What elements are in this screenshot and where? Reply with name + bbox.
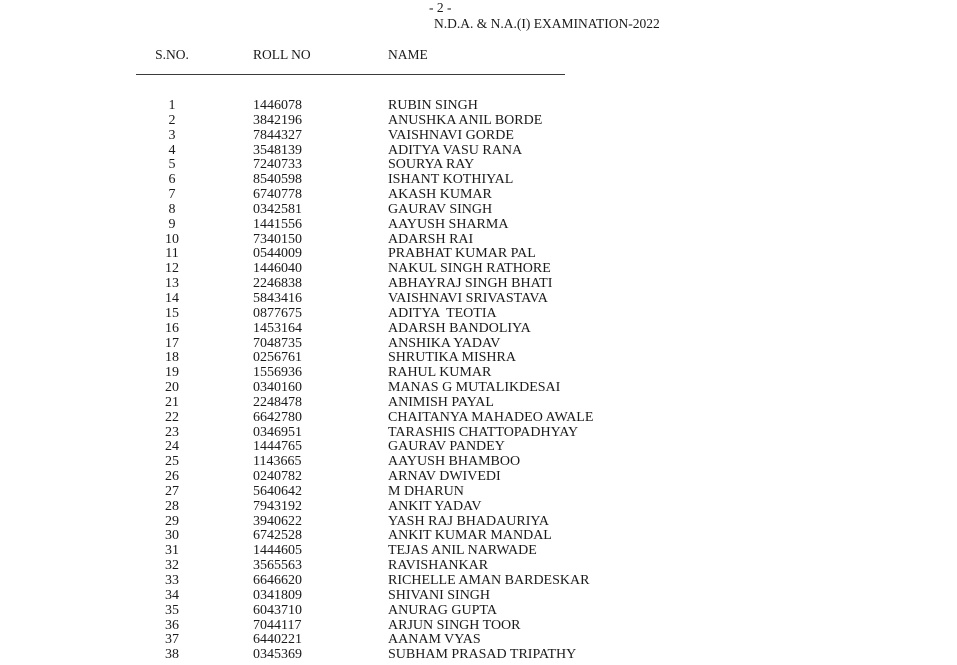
cell-name: ANKIT YADAV: [388, 498, 482, 514]
cell-sno: 30: [165, 528, 179, 544]
table-header-row: [133, 47, 633, 63]
table-row: [133, 381, 653, 396]
document-title: N.D.A. & N.A.(I) EXAMINATION-2022: [434, 16, 660, 31]
cell-sno: 1: [168, 98, 176, 113]
cell-sno: 6: [168, 172, 176, 188]
cell-name: GAURAV SINGH: [388, 201, 493, 217]
cell-rollno: 5843416: [253, 290, 302, 306]
cell-rollno: 5640642: [253, 483, 302, 499]
cell-rollno: 0544009: [253, 246, 302, 262]
cell-rollno: 3565563: [253, 558, 302, 574]
cell-sno: 4: [168, 142, 176, 158]
cell-sno: 32: [165, 558, 179, 574]
table-row: [133, 529, 653, 544]
column-header-sno: S.NO.: [155, 47, 189, 62]
cell-sno: 28: [165, 498, 179, 514]
cell-sno: 34: [165, 587, 179, 603]
cell-rollno: 0240782: [253, 469, 302, 485]
cell-rollno: 0346951: [253, 424, 302, 440]
cell-sno: 25: [165, 454, 179, 470]
table-row: [133, 648, 653, 663]
column-header-rollno: ROLL NO: [253, 47, 311, 62]
table-row: [133, 633, 653, 648]
table-row: [133, 619, 653, 634]
cell-sno: 10: [165, 231, 179, 247]
table-row: [133, 470, 653, 485]
cell-sno: 11: [165, 246, 179, 262]
cell-rollno: 6440221: [253, 632, 302, 648]
table-row: [133, 129, 653, 144]
cell-name: SHIVANI SINGH: [388, 587, 491, 603]
table-row: [133, 485, 653, 500]
table-row: [133, 574, 653, 589]
cell-rollno: 1556936: [253, 365, 302, 381]
cell-name: SOURYA RAY: [388, 157, 475, 173]
table-row: [133, 173, 653, 188]
cell-sno: 33: [165, 573, 179, 588]
cell-sno: 26: [165, 469, 179, 485]
cell-sno: 27: [165, 483, 179, 499]
table-row: [133, 337, 653, 352]
cell-name: MANAS G MUTALIKDESAI: [388, 380, 561, 396]
cell-sno: 3: [168, 127, 176, 143]
cell-rollno: 1446078: [253, 98, 302, 113]
cell-sno: 16: [165, 320, 179, 336]
cell-name: RUBIN SINGH: [388, 98, 478, 113]
cell-name: ARJUN SINGH TOOR: [388, 617, 521, 633]
cell-name: PRABHAT KUMAR PAL: [388, 246, 536, 262]
cell-name: VAISHNAVI GORDE: [388, 127, 514, 143]
cell-name: SHRUTIKA MISHRA: [388, 350, 516, 366]
table-row: [133, 559, 653, 574]
cell-sno: 35: [165, 602, 179, 618]
table-row: [133, 411, 653, 426]
candidate-list: [133, 99, 653, 663]
cell-rollno: 1453164: [253, 320, 302, 336]
table-row: [133, 515, 653, 530]
cell-sno: 24: [165, 439, 179, 455]
cell-sno: 2: [168, 112, 176, 128]
cell-sno: 13: [165, 276, 179, 292]
cell-name: TEJAS ANIL NARWADE: [388, 543, 537, 559]
cell-name: AANAM VYAS: [388, 632, 481, 648]
cell-rollno: 6646620: [253, 573, 302, 588]
cell-rollno: 1444605: [253, 543, 302, 559]
cell-name: AAYUSH SHARMA: [388, 216, 509, 232]
cell-sno: 17: [165, 335, 179, 351]
cell-name: RAHUL KUMAR: [388, 365, 492, 381]
table-row: [133, 188, 653, 203]
cell-rollno: 3548139: [253, 142, 302, 158]
table-row: [133, 544, 653, 559]
cell-name: GAURAV PANDEY: [388, 439, 505, 455]
table-row: [133, 589, 653, 604]
table-row: [133, 144, 653, 159]
table-row: [133, 292, 653, 307]
cell-name: ADARSH RAI: [388, 231, 474, 247]
cell-sno: 18: [165, 350, 179, 366]
cell-name: AKASH KUMAR: [388, 187, 492, 203]
cell-rollno: 0342581: [253, 201, 302, 217]
table-row: [133, 247, 653, 262]
cell-rollno: 0341809: [253, 587, 302, 603]
cell-name: ADITYA VASU RANA: [388, 142, 523, 158]
table-row: [133, 396, 653, 411]
cell-sno: 14: [165, 290, 179, 306]
cell-sno: 5: [168, 157, 176, 173]
cell-rollno: 8540598: [253, 172, 302, 188]
table-row: [133, 426, 653, 441]
cell-name: RAVISHANKAR: [388, 558, 489, 574]
table-row: [133, 233, 653, 248]
table-row: [133, 218, 653, 233]
cell-name: ANKIT KUMAR MANDAL: [388, 528, 552, 544]
cell-name: YASH RAJ BHADAURIYA: [388, 513, 550, 529]
cell-name: ANUSHKA ANIL BORDE: [388, 112, 543, 128]
cell-rollno: 7240733: [253, 157, 302, 173]
table-row: [133, 277, 653, 292]
cell-name: ANIMISH PAYAL: [388, 394, 494, 410]
table-row: [133, 307, 653, 322]
table-row: [133, 158, 653, 173]
table-row: [133, 455, 653, 470]
cell-sno: 22: [165, 409, 179, 425]
cell-rollno: 6742528: [253, 528, 302, 544]
cell-name: ADITYA TEOTIA: [388, 305, 497, 321]
cell-name: SUBHAM PRASAD TRIPATHY: [388, 647, 577, 663]
cell-rollno: 6642780: [253, 409, 302, 425]
cell-sno: 31: [165, 543, 179, 559]
cell-name: AAYUSH BHAMBOO: [388, 454, 521, 470]
cell-rollno: 7340150: [253, 231, 302, 247]
cell-rollno: 0345369: [253, 647, 302, 663]
cell-sno: 23: [165, 424, 179, 440]
cell-sno: 20: [165, 380, 179, 396]
cell-sno: 15: [165, 305, 179, 321]
cell-rollno: 1446040: [253, 261, 302, 277]
cell-rollno: 7048735: [253, 335, 302, 351]
table-row: [133, 500, 653, 515]
cell-rollno: 3842196: [253, 112, 302, 128]
cell-name: CHAITANYA MAHADEO AWALE: [388, 409, 594, 425]
cell-sno: 7: [168, 187, 176, 203]
table-row: [133, 322, 653, 337]
cell-rollno: 6740778: [253, 187, 302, 203]
cell-rollno: 2246838: [253, 276, 302, 292]
cell-rollno: 3940622: [253, 513, 302, 529]
cell-rollno: 0340160: [253, 380, 302, 396]
cell-sno: 36: [165, 617, 179, 633]
cell-rollno: 1441556: [253, 216, 302, 232]
header-underline: [136, 74, 565, 75]
table-row: [133, 262, 653, 277]
cell-name: NAKUL SINGH RATHORE: [388, 261, 551, 277]
cell-sno: 21: [165, 394, 179, 410]
table-row: [133, 440, 653, 455]
table-row: [133, 604, 653, 619]
cell-name: VAISHNAVI SRIVASTAVA: [388, 290, 548, 306]
cell-rollno: 0256761: [253, 350, 302, 366]
cell-name: ISHANT KOTHIYAL: [388, 172, 514, 188]
table-row: [133, 351, 653, 366]
cell-sno: 8: [168, 201, 176, 217]
cell-name: ADARSH BANDOLIYA: [388, 320, 531, 336]
cell-rollno: 6043710: [253, 602, 302, 618]
cell-sno: 38: [165, 647, 179, 663]
cell-name: ANSHIKA YADAV: [388, 335, 501, 351]
cell-rollno: 1444765: [253, 439, 302, 455]
cell-name: ARNAV DWIVEDI: [388, 469, 501, 485]
cell-sno: 37: [165, 632, 179, 648]
cell-rollno: 2248478: [253, 394, 302, 410]
cell-name: ABHAYRAJ SINGH BHATI: [388, 276, 553, 292]
table-row: [133, 114, 653, 129]
cell-sno: 29: [165, 513, 179, 529]
column-header-name: NAME: [388, 47, 428, 62]
cell-name: TARASHIS CHATTOPADHYAY: [388, 424, 579, 440]
cell-rollno: 0877675: [253, 305, 302, 321]
cell-rollno: 7844327: [253, 127, 302, 143]
table-row: [133, 99, 653, 114]
cell-sno: 9: [168, 216, 176, 232]
cell-rollno: 1143665: [253, 454, 302, 470]
page-number: - 2 -: [429, 0, 452, 15]
cell-name: M DHARUN: [388, 483, 464, 499]
cell-rollno: 7943192: [253, 498, 302, 514]
cell-sno: 19: [165, 365, 179, 381]
table-row: [133, 366, 653, 381]
cell-name: ANURAG GUPTA: [388, 602, 497, 618]
cell-sno: 12: [165, 261, 179, 277]
cell-rollno: 7044117: [253, 617, 302, 633]
table-row: [133, 203, 653, 218]
cell-name: RICHELLE AMAN BARDESKAR: [388, 573, 590, 588]
